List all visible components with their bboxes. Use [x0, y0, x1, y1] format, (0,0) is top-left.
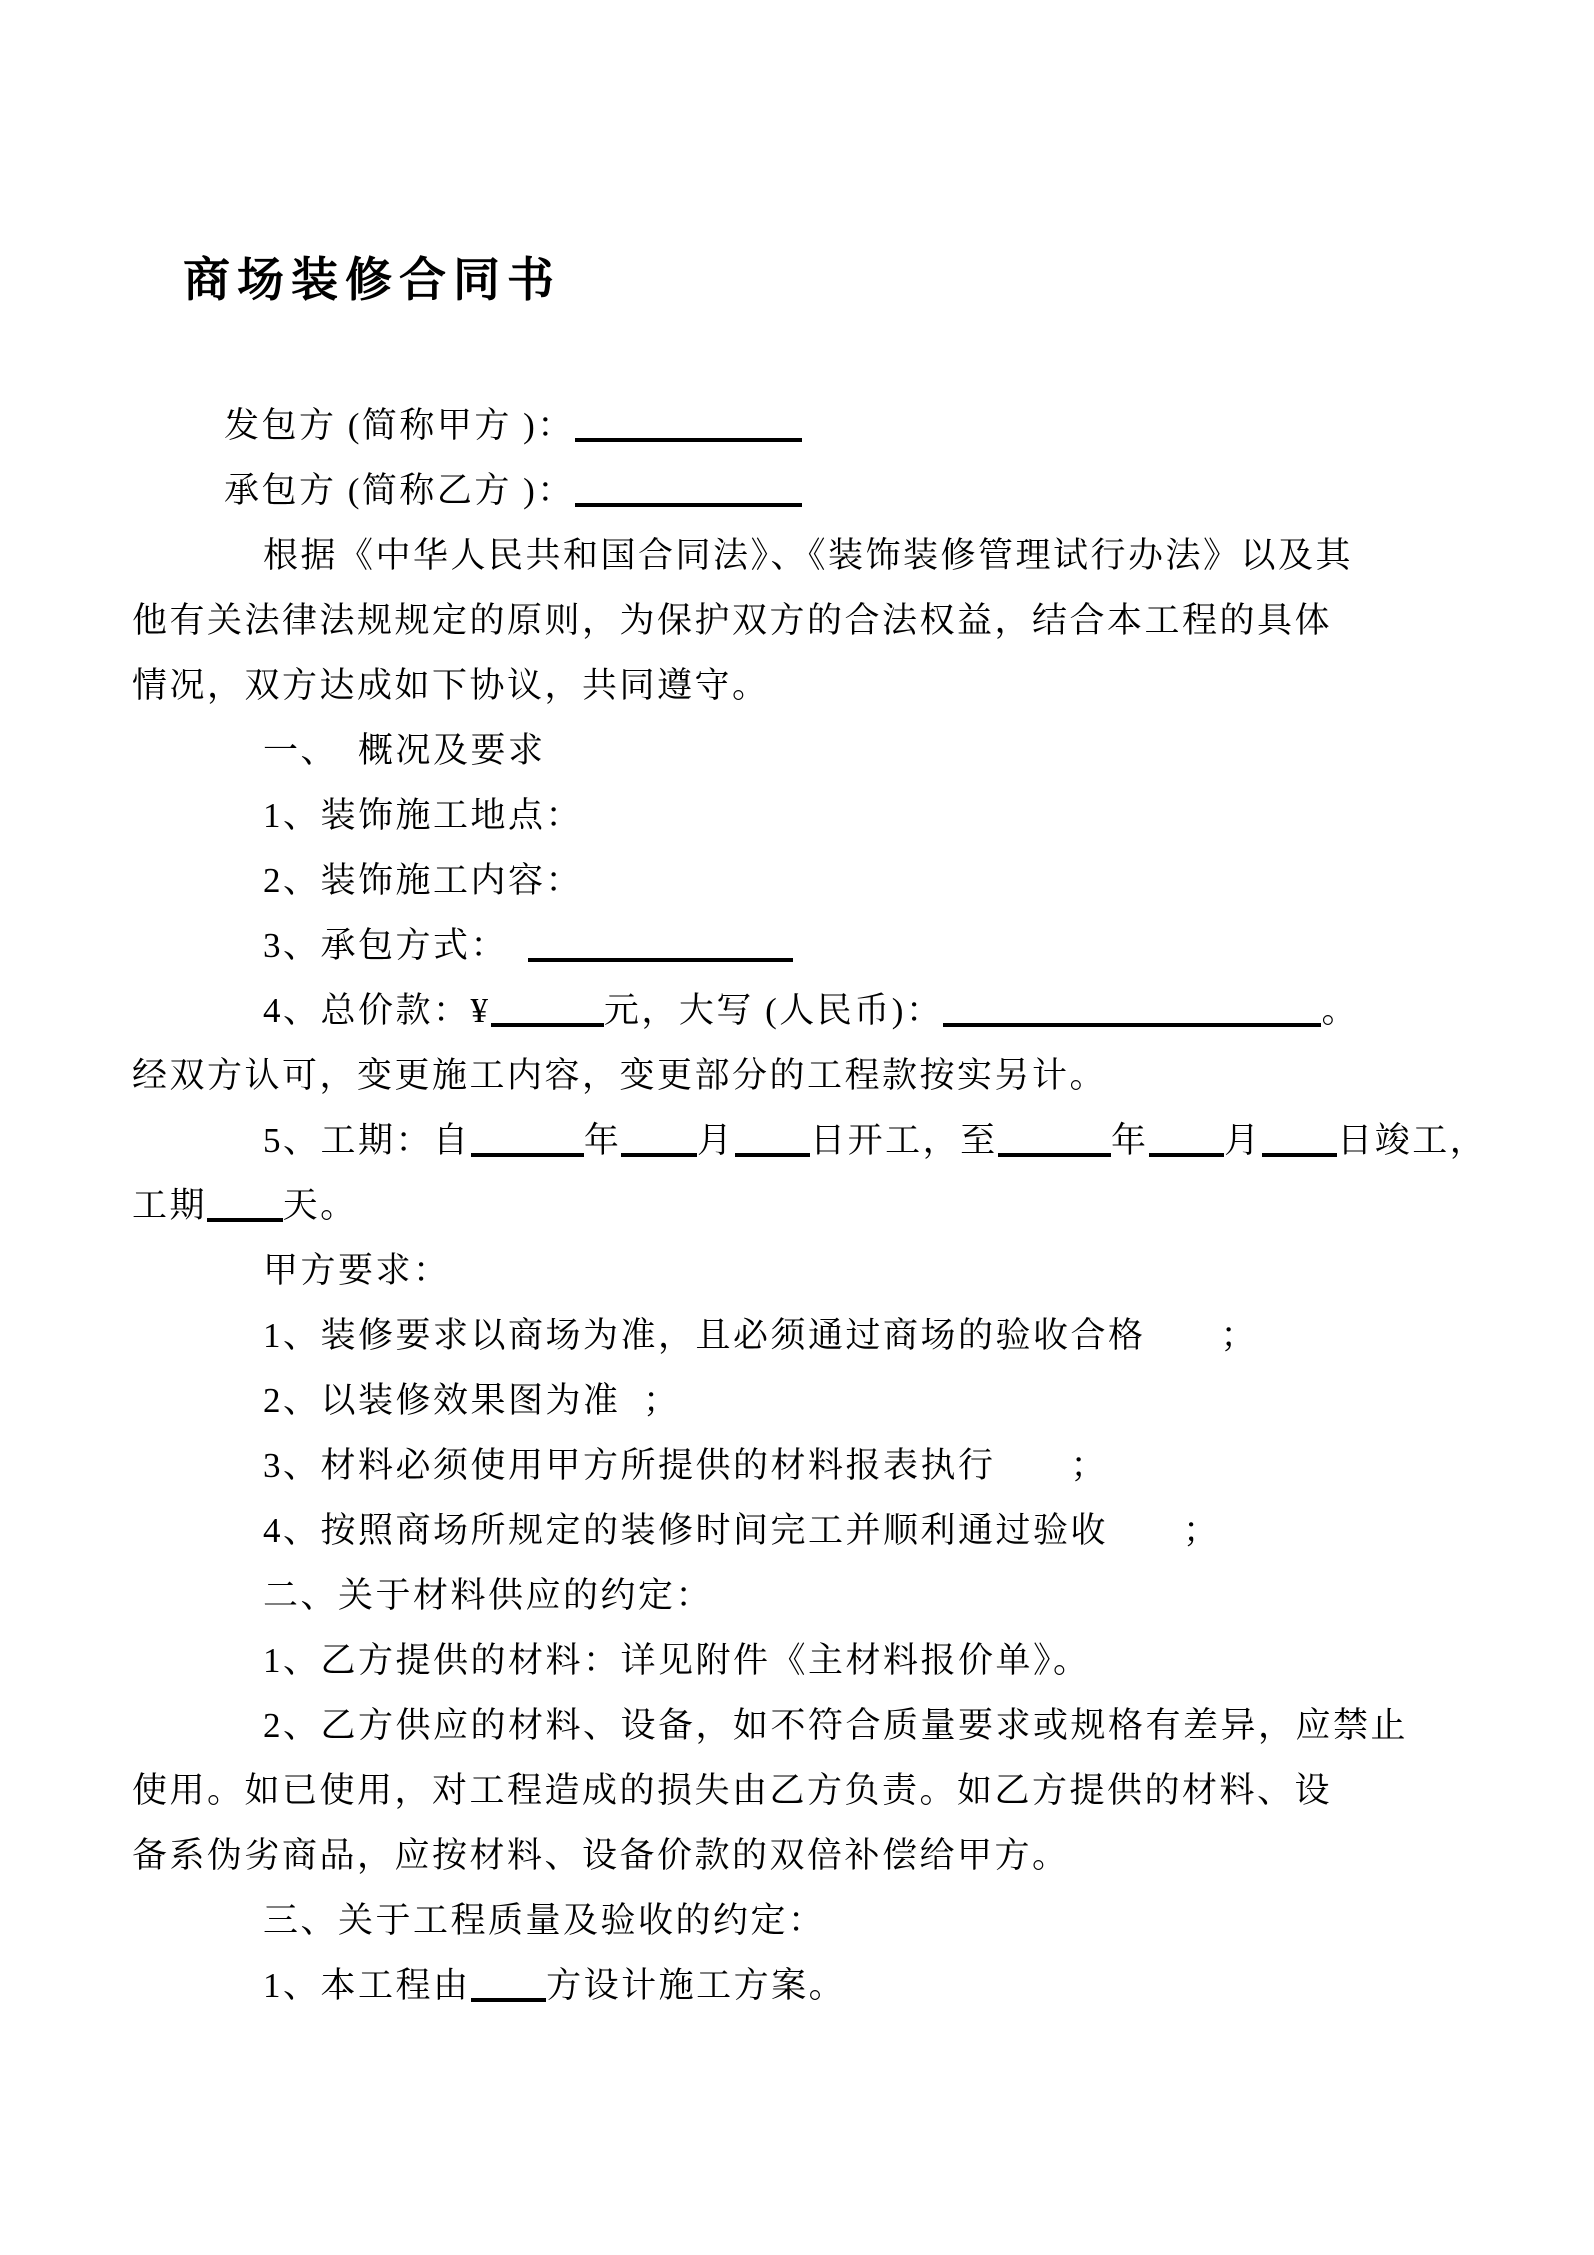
text-line: 根据《中华人民共和国合同法》、《装饰装修管理试行办法》以及其 — [263, 536, 1354, 575]
text-line: 2、装饰施工内容： — [263, 861, 584, 900]
contract-body — [132, 393, 1532, 2018]
text-line: 使用。如已使用，对工程造成的损失由乙方负责。如乙方提供的材料、设 — [132, 1771, 1333, 1810]
text-line: 三、关于工程质量及验收的约定： — [263, 1901, 826, 1940]
fill-in-blank — [575, 412, 802, 442]
fill-in-blank — [621, 1127, 697, 1157]
fill-in-blank — [528, 932, 793, 962]
text-line: 发包方 (简称甲方 )： — [132, 393, 1532, 458]
fill-in-blank — [491, 997, 604, 1027]
text-line: 1、本工程由 方设计施工方案。 — [263, 1966, 847, 2005]
text-line: 1、乙方提供的材料：详见附件《主材料报价单》。 — [263, 1641, 1091, 1680]
text-line: 3、材料必须使用甲方所提供的材料报表执行 ； — [263, 1446, 1109, 1485]
text-line: 甲方要求： — [263, 1251, 451, 1290]
fill-in-blank — [207, 1192, 283, 1222]
text-line: 3、承包方式： — [132, 913, 1532, 978]
fill-in-blank — [471, 1127, 584, 1157]
fill-in-blank — [943, 997, 1321, 1027]
text-line: 二、关于材料供应的约定： — [263, 1576, 714, 1615]
fill-in-blank — [575, 477, 802, 507]
fill-in-blank — [1262, 1127, 1338, 1157]
text-line: 1、装饰施工地点： — [263, 796, 584, 835]
fill-in-blank — [471, 1972, 547, 2002]
text-line: 经双方认可，变更施工内容，变更部分的工程款按实另计。 — [132, 1056, 1108, 1095]
text-line: 一、 概况及要求 — [263, 731, 546, 770]
text-line: 他有关法律法规规定的原则，为保护双方的合法权益，结合本工程的具体 — [132, 601, 1333, 640]
text-line: 2、乙方供应的材料、设备，如不符合质量要求或规格有差异，应禁止 — [263, 1706, 1409, 1745]
text-line: 1、装修要求以商场为准，且必须通过商场的验收合格 ； — [263, 1316, 1259, 1355]
text-line: 备系伪劣商品，应按材料、设备价款的双倍补偿给甲方。 — [132, 1836, 1070, 1875]
text-line: 4、按照商场所规定的装修时间完工并顺利通过验收 ； — [263, 1511, 1221, 1550]
fill-in-blank — [1149, 1127, 1225, 1157]
text-line: 4、总价款：¥ 元，大写 (人民币)： 。 — [263, 991, 1359, 1030]
document-title: 商场装修合同书 — [183, 255, 561, 307]
text-line: 承包方 (简称乙方 )： — [132, 458, 1532, 523]
fill-in-blank — [998, 1127, 1111, 1157]
text-line: 工期 天。 — [132, 1186, 358, 1225]
text-line: 5、工期：自 年 月 日开工，至 年 月 日竣工， — [263, 1121, 1488, 1160]
fill-in-blank — [735, 1127, 811, 1157]
text-line: 2、以装修效果图为准 ； — [263, 1381, 681, 1420]
text-line: 情况，双方达成如下协议，共同遵守。 — [132, 666, 770, 705]
